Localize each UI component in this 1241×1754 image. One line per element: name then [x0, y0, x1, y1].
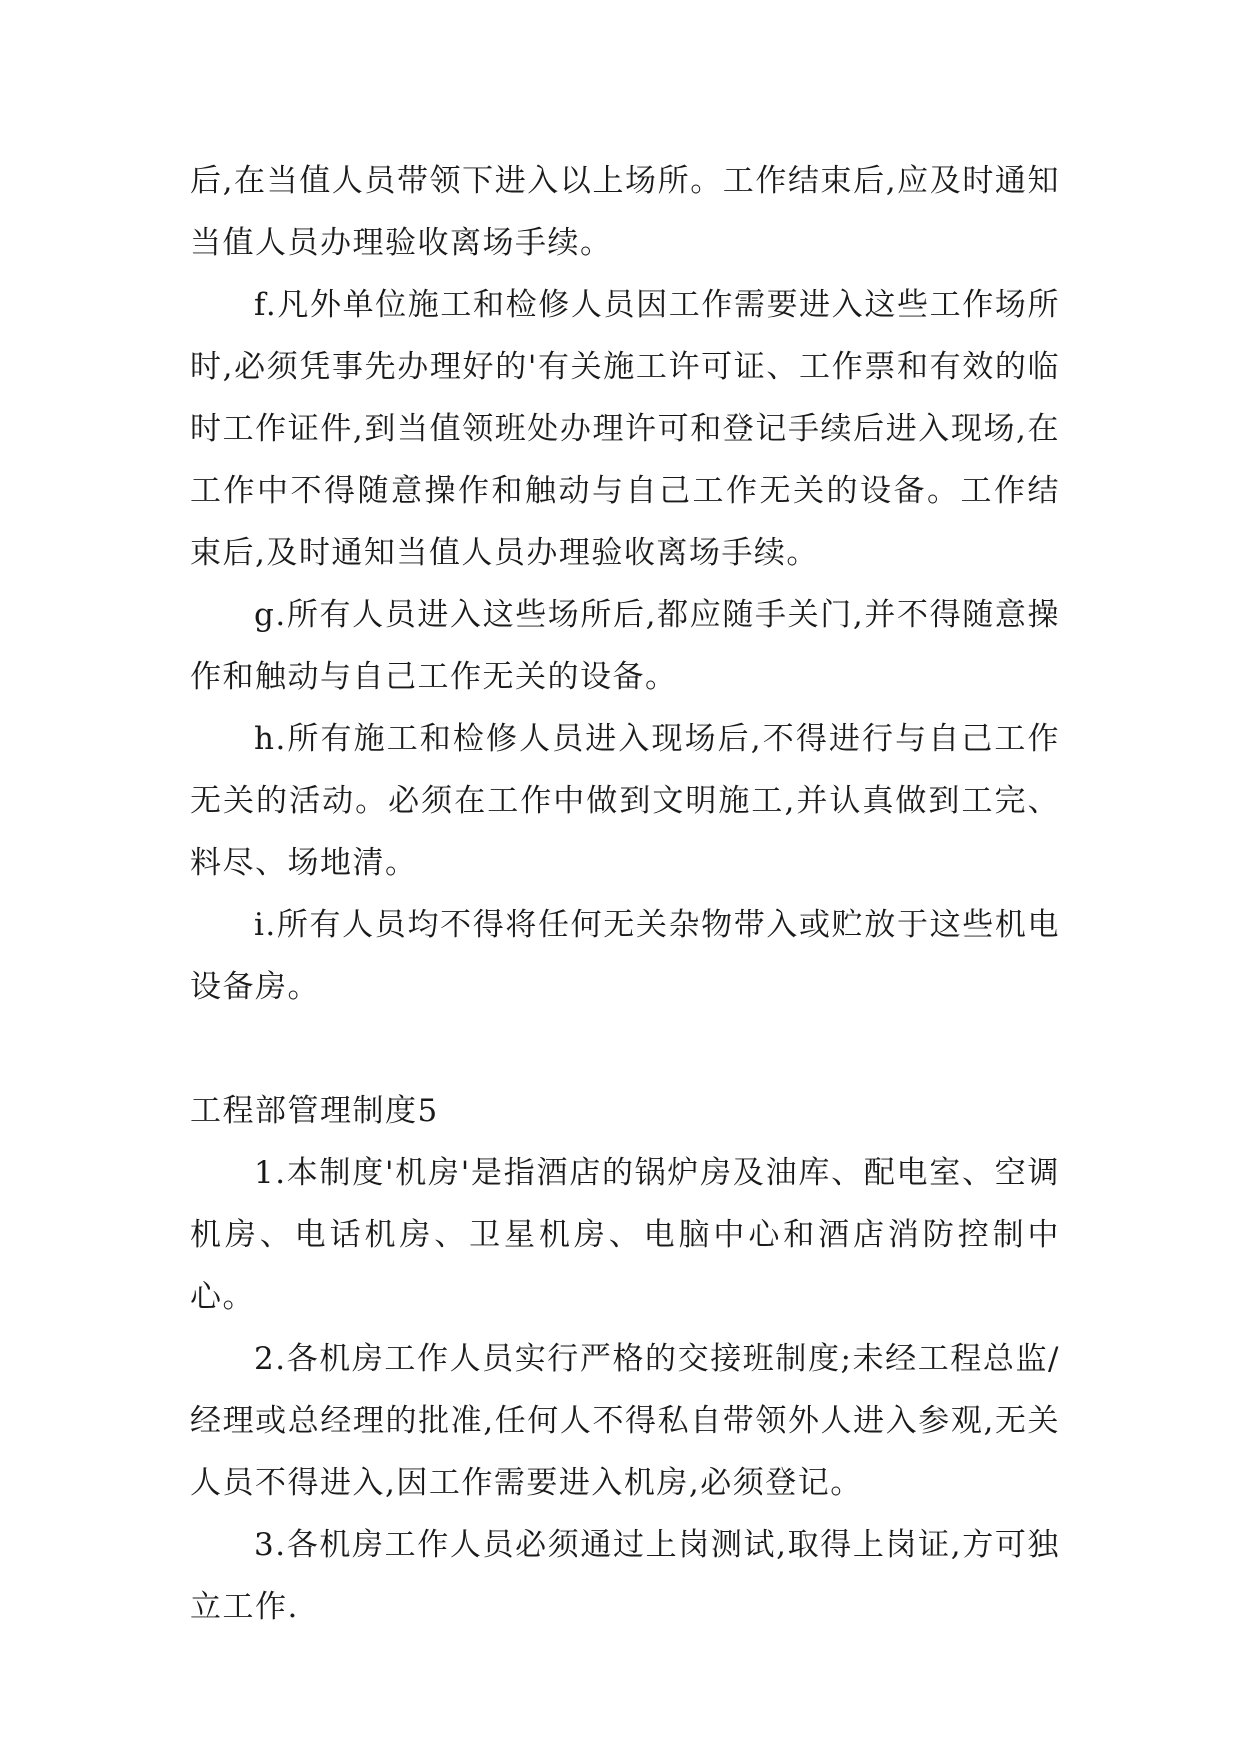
paragraph-item-f: f.凡外单位施工和检修人员因工作需要进入这些工作场所时,必须凭事先办理好的'有关施工许可证、工作票和有效的临时工作证件,到当值领班处办理许可和登记手续后进入现场,在工作中不得随意操作和触动与自己工作无关的设备。工作结束后,及时通知当值人员办理验收离场手续。	[190, 287, 1060, 571]
paragraph-item-1: 1.本制度'机房'是指酒店的锅炉房及油库、配电室、空调机房、电话机房、卫星机房、电脑中心和酒店消防控制中心。	[190, 1155, 1060, 1315]
paragraph-continuation: 后,在当值人员带领下进入以上场所。工作结束后,应及时通知当值人员办理验收离场手续。	[190, 163, 1060, 261]
section-title: 工程部管理制度5	[190, 1093, 439, 1129]
paragraph-item-g: g.所有人员进入这些场所后,都应随手关门,并不得随意操作和触动与自己工作无关的设备。	[190, 597, 1060, 695]
paragraph-item-2: 2.各机房工作人员实行严格的交接班制度;未经工程总监/经理或总经理的批准,任何人不得私自带领外人进入参观,无关人员不得进入,因工作需要进入机房,必须登记。	[190, 1341, 1060, 1501]
paragraph-item-3: 3.各机房工作人员必须通过上岗测试,取得上岗证,方可独立工作.	[190, 1527, 1060, 1625]
paragraph-item-h: h.所有施工和检修人员进入现场后,不得进行与自己工作无关的活动。必须在工作中做到文明施工,并认真做到工完、料尽、场地清。	[190, 721, 1060, 881]
paragraph-item-i: i.所有人员均不得将任何无关杂物带入或贮放于这些机电设备房。	[190, 907, 1060, 1005]
document-page	[190, 150, 1060, 1638]
